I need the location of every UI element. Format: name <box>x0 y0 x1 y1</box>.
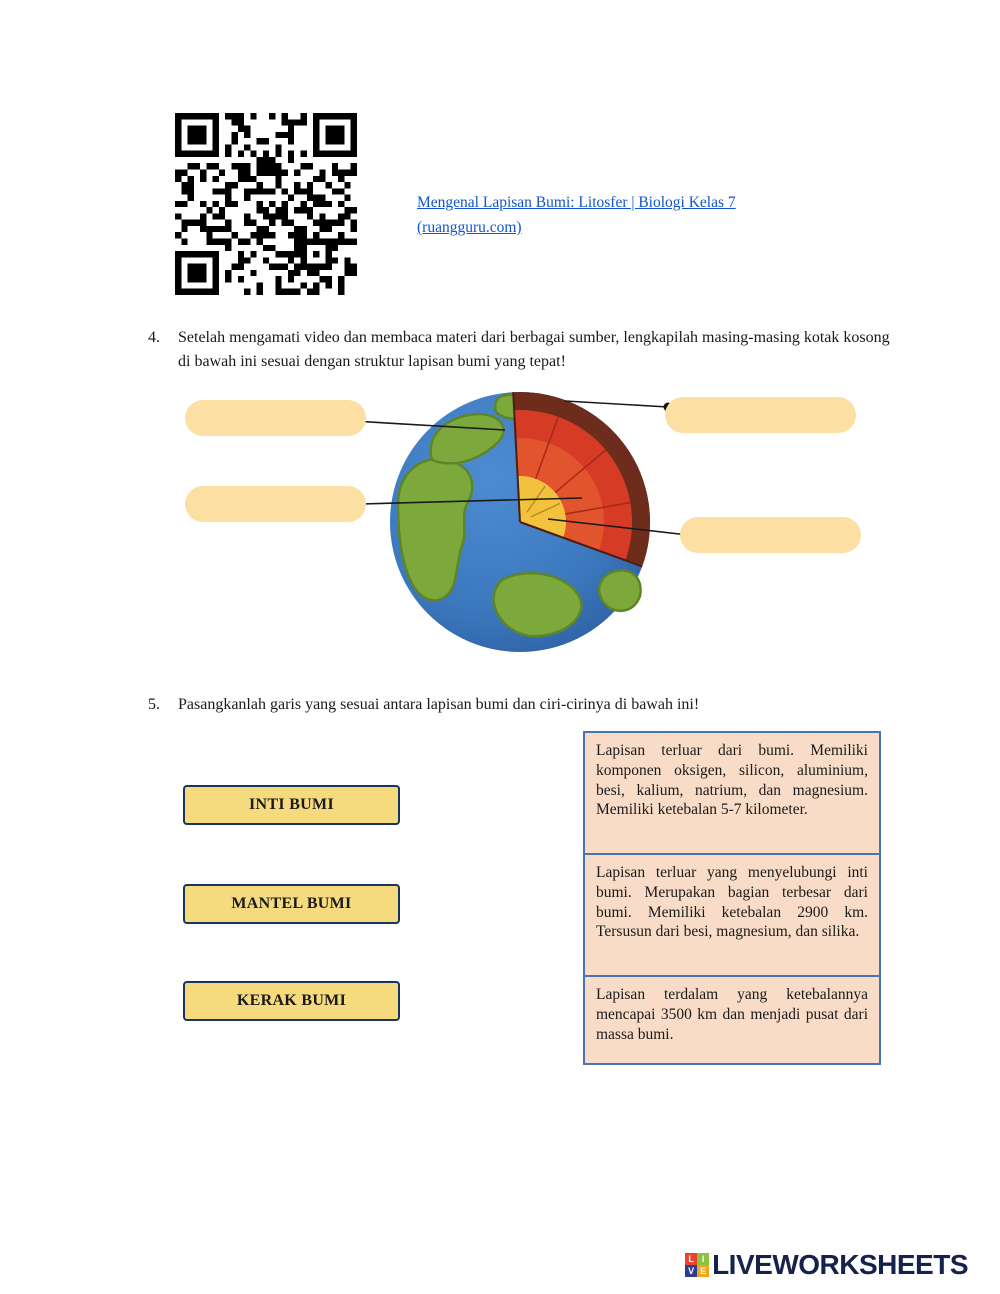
description-cell-inti[interactable]: Lapisan terdalam yang ketebalannya mencapai 3500 km dan menjadi pusat dari massa bumi. <box>585 975 879 1063</box>
question-5-number: 5. <box>148 696 160 713</box>
video-link-line2[interactable]: (ruangguru.com) <box>417 219 522 236</box>
question-4-text: Setelah mengamati video dan membaca materi dari berbagai sumber, lengkapilah masing-masing kotak kosong di bawah ini sesuai dengan struktur lapisan bumi yang tepat! <box>178 329 890 370</box>
description-cell-kerak[interactable]: Lapisan terluar dari bumi. Memiliki komponen oksigen, silicon, aluminium, besi, kalium, natrium, dan magnesium. Memiliki ketebalan 5-7 kilometer. <box>585 733 879 853</box>
liveworksheets-wordmark: LIVEWORKSHEETS <box>712 1249 968 1280</box>
video-link-line1[interactable]: Mengenal Lapisan Bumi: Litosfer | Biologi Kelas 7 <box>417 194 736 211</box>
icon-letter-l: L <box>685 1253 697 1265</box>
icon-letter-e: E <box>697 1265 709 1277</box>
video-link-block <box>417 190 817 240</box>
qr-code <box>175 113 357 295</box>
liveworksheets-icon <box>685 1253 709 1277</box>
layer-box-mantel-bumi[interactable]: MANTEL BUMI <box>183 884 400 924</box>
layer-box-inti-bumi[interactable]: INTI BUMI <box>183 785 400 825</box>
question-5 <box>148 693 968 717</box>
answer-box-top-left[interactable] <box>185 400 366 436</box>
layer-box-kerak-bumi[interactable]: KERAK BUMI <box>183 981 400 1021</box>
description-cell-mantel[interactable]: Lapisan terluar yang menyelubungi inti bumi. Merupakan bagian terbesar dari bumi. Memiliki ketebalan 2900 km. Tersusun dari besi, magnesium, dan silika. <box>585 853 879 975</box>
liveworksheets-logo[interactable] <box>685 1249 968 1281</box>
qr-code-image <box>175 113 357 295</box>
icon-letter-v: V <box>685 1265 697 1277</box>
answer-box-middle-left[interactable] <box>185 486 366 522</box>
icon-letter-i: I <box>697 1253 709 1265</box>
question-5-text: Pasangkanlah garis yang sesuai antara lapisan bumi dan ciri-cirinya di bawah ini! <box>178 696 700 713</box>
question-4-number: 4. <box>148 329 160 346</box>
question-4 <box>148 326 918 374</box>
earth-layers-diagram <box>0 385 1000 677</box>
answer-box-bottom-right[interactable] <box>680 517 861 553</box>
description-box <box>583 731 881 1065</box>
earth-globe <box>390 392 650 652</box>
answer-box-top-right[interactable] <box>665 397 856 433</box>
